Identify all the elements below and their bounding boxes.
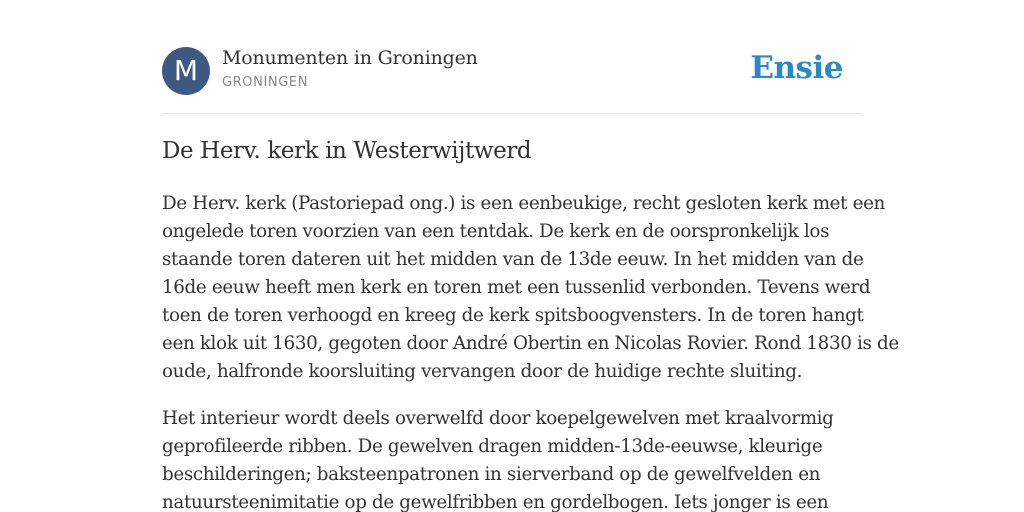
paragraph-line: ongelede toren voorzien van een tentdak. De kerk en de oorspronkelijk los <box>162 221 830 242</box>
article-paragraph <box>162 190 899 386</box>
header-divider <box>162 113 862 114</box>
paragraph-line: De Herv. kerk (Pastoriepad ong.) is een eenbeukige, recht gesloten kerk met een <box>162 193 885 214</box>
paragraph-line: beschilderingen; baksteenpatronen in sierverband op de gewelfvelden en <box>162 464 821 485</box>
paragraph-line: natuursteenimitatie op de gewelfribben en gordelbogen. Iets jonger is een <box>162 492 829 512</box>
article-title: De Herv. kerk in Westerwijtwerd <box>162 138 532 164</box>
collection-title-link[interactable]: Monumenten in Groningen <box>222 47 478 69</box>
paragraph-line: geprofileerde ribben. De gewelven dragen midden-13de-eeuwse, kleurige <box>162 436 823 457</box>
paragraph-line: staande toren dateren uit het midden van de 13de eeuw. In het midden van de <box>162 249 864 270</box>
article-paragraph <box>162 405 872 512</box>
paragraph-line: een klok uit 1630, gegoten door André Obertin en Nicolas Rovier. Rond 1830 is de <box>162 333 899 354</box>
paragraph-line: 16de eeuw heeft men kerk en toren met een tussenlid verbonden. Tevens werd <box>162 277 871 298</box>
collection-location: GRONINGEN <box>222 75 309 90</box>
paragraph-line: oude, halfronde koorsluiting vervangen door de huidige rechte sluiting. <box>162 361 803 382</box>
paragraph-line: toen de toren verhoogd en kreeg de kerk spitsboogvensters. In de toren hangt <box>162 305 864 326</box>
brand-logo[interactable]: Ensie <box>750 50 843 86</box>
collection-header <box>162 46 862 96</box>
avatar[interactable]: M <box>162 47 210 95</box>
article-body <box>162 190 899 512</box>
paragraph-line: Het interieur wordt deels overwelfd door koepelgewelven met kraalvormig <box>162 408 834 429</box>
